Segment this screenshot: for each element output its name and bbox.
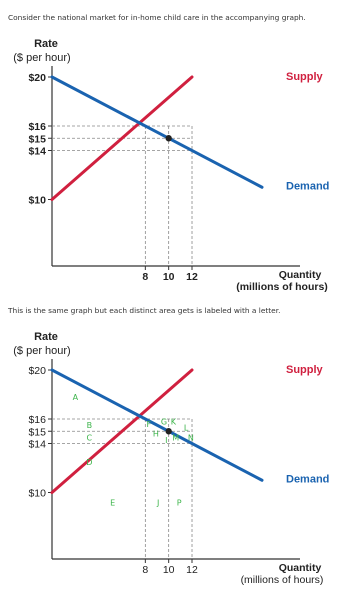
x-tick-label: 8 [142,564,149,576]
area-label-l: L [183,423,189,433]
caption-bottom: This is the same graph but each distinct area gets is labeled with a letter. [8,306,281,315]
y-tick-label: $15 [28,133,46,146]
y-tick-label: $10 [28,194,46,207]
area-label-b: B [86,421,93,431]
x-tick-label: 12 [186,271,198,283]
y-axis-title: Rate [34,331,58,343]
area-label-e: E [110,498,116,508]
y-tick-label: $15 [28,426,46,439]
x-axis-title: Quantity [278,562,322,574]
area-label-j: J [156,498,160,508]
y-tick-label: $16 [28,121,46,133]
area-label-h: H [152,429,159,439]
supply-label: Supply [286,71,323,83]
caption-top: Consider the national market for in-home child care in the accompanying graph. [8,13,306,22]
y-axis-title: Rate [34,38,58,50]
area-label-p: P [176,498,182,508]
equilibrium-point [165,428,171,434]
area-label-m: M [172,433,180,443]
x-axis-subtitle: (millions of hours) [240,574,324,586]
x-tick-label: 10 [162,271,175,283]
y-tick-label: $14 [28,438,46,451]
y-axis-subtitle: ($ per hour) [13,345,71,357]
demand-label: Demand [286,180,330,193]
x-axis-title: Quantity [278,269,322,281]
area-label-g: G [160,417,168,427]
y-tick-label: $10 [28,487,46,500]
x-axis-subtitle: (millions of hours) [236,281,328,293]
y-axis-subtitle: ($ per hour) [13,52,71,64]
supply-demand-chart-1 [0,34,350,296]
area-label-n: N [187,433,194,443]
supply-label: Supply [286,364,323,376]
equilibrium-point [165,135,171,141]
area-label-a: A [72,392,79,402]
x-tick-label: 8 [142,271,149,283]
area-label-f: F [146,419,152,429]
y-tick-label: $14 [28,145,46,158]
area-label-k: K [170,417,176,427]
supply-demand-chart-2 [0,327,350,589]
area-label-c: C [86,433,93,443]
y-tick-label: $20 [28,72,46,84]
area-label-d: D [86,457,93,467]
demand-label: Demand [286,473,330,486]
x-tick-label: 10 [162,564,175,576]
area-label-i: I [165,435,168,445]
y-tick-label: $20 [28,365,46,377]
x-tick-label: 12 [186,564,198,576]
y-tick-label: $16 [28,414,46,426]
